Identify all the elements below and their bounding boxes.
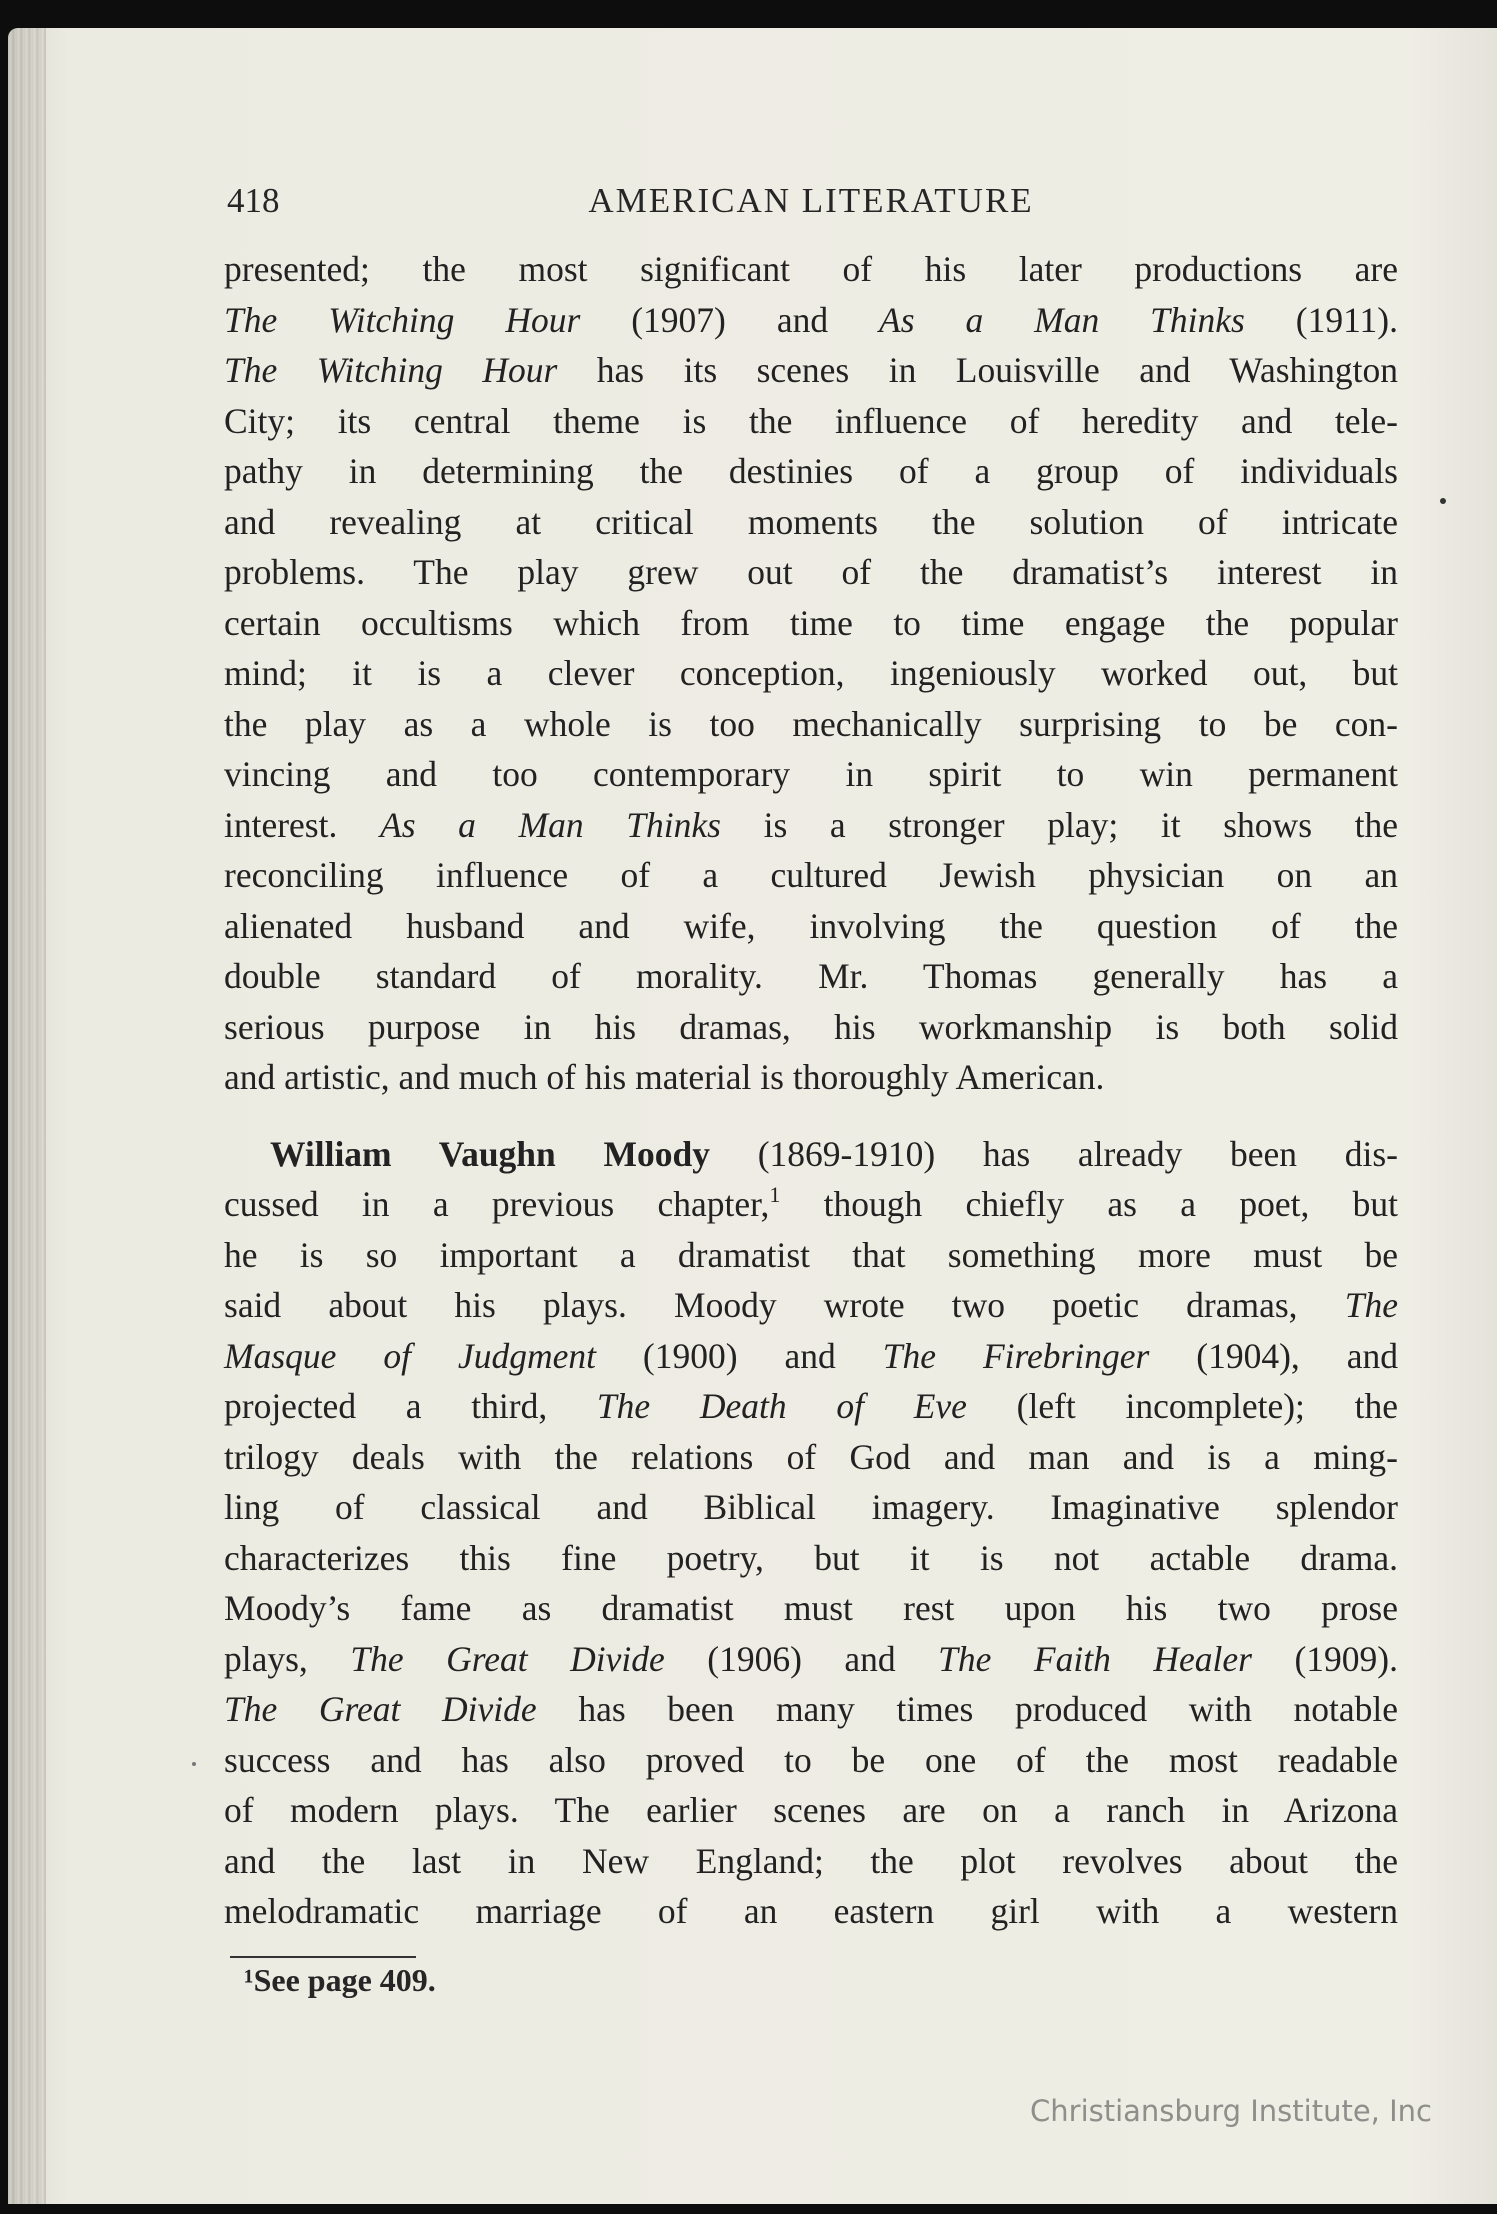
- page-spine-edge: [8, 28, 46, 2204]
- text-line: alienated husband and wife, involving the question of the: [224, 905, 1398, 946]
- text-line: and artistic, and much of his material is thoroughly American.: [224, 1057, 1105, 1097]
- text-line: plays, The Great Divide (1906) and The Faith Healer (1909).: [224, 1638, 1398, 1679]
- paper-speck: [192, 1762, 196, 1766]
- title-witching-hour: The Witching Hour: [224, 350, 558, 390]
- text-line: he is so important a dramatist that something more must be: [224, 1234, 1398, 1275]
- footnote-marker: 1: [769, 1182, 781, 1207]
- text-line: characterizes this fine poetry, but it is not actable drama.: [224, 1537, 1398, 1578]
- text-line: problems. The play grew out of the dramatist’s interest in: [224, 552, 1398, 592]
- text-line: Moody’s fame as dramatist must rest upon his two prose: [224, 1588, 1398, 1628]
- text-line: interest. As a Man Thinks is a stronger play; it shows the: [224, 804, 1399, 845]
- text-line: of modern plays. The earlier scenes are on a ranch in Arizona: [224, 1790, 1398, 1830]
- text-line: reconciling influence of a cultured Jewish physician on an: [224, 855, 1398, 895]
- text-line: The Witching Hour has its scenes in Louisville and Washington: [224, 350, 1398, 390]
- text-line: vincing and too contemporary in spirit to win permanent: [224, 754, 1398, 794]
- paragraph-moody: [224, 1129, 1398, 1937]
- title-as-a-man-thinks: As a Man Thinks: [380, 804, 721, 845]
- text-line: pathy in determining the destinies of a group of individuals: [224, 451, 1398, 491]
- text-line: said about his plays. Moody wrote two poetic dramas, The: [224, 1285, 1398, 1325]
- title-witching-hour: The Witching Hour: [224, 299, 581, 340]
- text-line: projected a third, The Death of Eve (left incomplete); the: [224, 1386, 1398, 1426]
- text-line: and the last in New England; the plot revolves about the: [224, 1840, 1398, 1881]
- text-line: William Vaughn Moody (1869-1910) has already been dis-: [270, 1133, 1398, 1174]
- title-great-divide: The Great Divide: [350, 1638, 665, 1679]
- running-head: AMERICAN LITERATURE: [588, 181, 1034, 220]
- text-line: ling of classical and Biblical imagery. Imaginative splendor: [224, 1487, 1398, 1527]
- text-line: trilogy deals with the relations of God and man and is a ming-: [224, 1436, 1398, 1477]
- text-line: The Great Divide has been many times produced with notable: [224, 1689, 1398, 1729]
- text-line: mind; it is a clever conception, ingeniously worked out, but: [224, 653, 1398, 693]
- text-line: The Witching Hour (1907) and As a Man Thinks (1911).: [224, 299, 1399, 340]
- text-line: and revealing at critical moments the solution of intricate: [224, 501, 1398, 542]
- text-line: presented; the most significant of his later productions are: [224, 249, 1398, 289]
- title-as-a-man-thinks: As a Man Thinks: [879, 299, 1245, 340]
- text-line: cussed in a previous chapter,$^1$ though chiefly as a poet, but: [224, 1182, 1398, 1224]
- text-line: success and has also proved to be one of the most readable: [224, 1739, 1398, 1780]
- text-line: melodramatic marriage of an eastern girl with a western: [224, 1891, 1398, 1931]
- footnote-rule: [230, 1956, 416, 1958]
- text-line: certain occultisms which from time to time engage the popular: [224, 602, 1398, 643]
- text-line: double standard of morality. Mr. Thomas generally has a: [224, 956, 1398, 996]
- text-line: the play as a whole is too mechanically surprising to be con-: [224, 703, 1398, 744]
- title-masque-of-judgment: Masque of Judgment: [224, 1335, 596, 1376]
- title-faith-healer: The Faith Healer: [938, 1638, 1252, 1679]
- title-death-of-eve: The Death of Eve: [596, 1386, 967, 1426]
- paragraph-thomas: [224, 244, 1398, 1103]
- author-name-moody: William Vaughn Moody: [270, 1133, 710, 1174]
- title-firebringer: The Firebringer: [882, 1335, 1150, 1376]
- paper-speck: [1440, 498, 1446, 504]
- page-number: 418: [227, 181, 280, 220]
- title-great-divide: The Great Divide: [224, 1689, 537, 1729]
- text-line: City; its central theme is the influence of heredity and tele-: [224, 400, 1398, 441]
- body-text: [224, 244, 1398, 1937]
- watermark: Christiansburg Institute, Inc: [1030, 2094, 1432, 2128]
- page-header: [217, 176, 1405, 224]
- text-line: serious purpose in his dramas, his workmanship is both solid: [224, 1006, 1398, 1047]
- text-line: Masque of Judgment (1900) and The Firebringer (1904), and: [224, 1335, 1398, 1376]
- footnote: ¹See page 409.: [244, 1962, 436, 1998]
